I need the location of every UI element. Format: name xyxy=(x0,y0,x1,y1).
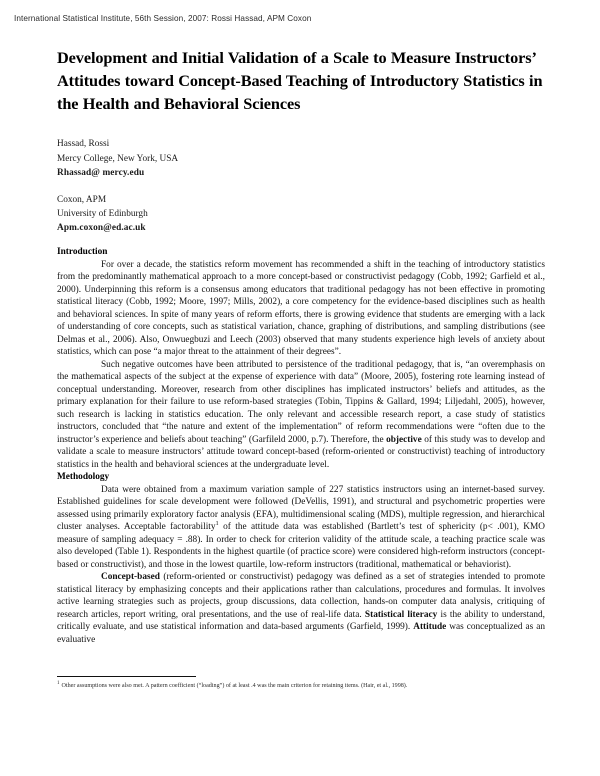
paragraph-text-run: (reform-oriented or constructivist) pedagogy was defined as a set of strategies intended to promote statistical literacy by emphasizing concepts and their applications rather than calculations, procedures and formulas. It involves active learning strategies such as projects, group discussions, data collection, hands-on computer data analysis, critiquing of research articles, report writing, oral presentations, and the use of real-life data. xyxy=(57,572,545,620)
author-email: Apm.coxon@ed.ac.uk xyxy=(57,223,146,234)
author-name: Coxon, APM xyxy=(57,194,107,205)
author-block-1 xyxy=(57,137,545,179)
emphasis-concept-based: Concept-based xyxy=(101,572,160,583)
methodology-paragraph-2 xyxy=(57,571,545,646)
page-title: Development and Initial Validation of a Scale to Measure Instructors’ Attitudes toward Concept-Based Teaching of Introductory Statistics in the Health and Behavioral Sciences xyxy=(57,48,543,114)
section-heading-introduction: Introduction xyxy=(57,247,108,258)
introduction-paragraph-1: For over a decade, the statistics reform movement has recommended a shift in the teaching of introductory statistics from the predominantly mathematical approach to a more concept-based or constructivist pedagogy (Cobb, 1992; Garfield et al., 2000). Underpinning this reform is a consensus among educators that traditional pedagogy has not been effective in promoting statistical literacy (Cobb, 1992; Moore, 1997; Mills, 2002), a core competency for the evidence-based disciplines such as health and behavioral sciences. In spite of many years of reform efforts, there is growing evidence that students are emerging with a lack of understanding of core concepts, such as statistical variation, chance, graphing of distributions, and sampling distributions (see Delmas et al., 2006). Also, Onwuegbuzi and Leech (2003) observed that many students experience high levels of anxiety about statistics, which can pose “a major threat to the attainment of their degrees”. xyxy=(57,259,545,358)
footnote-body: Other assumptions were also met. A pattern coefficient (“loading”) of at least .4 was the main criterion for retaining items. (Hair, et al., 1998). xyxy=(61,683,408,689)
introduction-paragraph-2 xyxy=(57,359,545,472)
paragraph-text-run: Such negative outcomes have been attributed to persistence of the traditional pedagogy, that is, “an overemphasis on the mathematical aspects of the subject at the expense of experience with data” (Moore, 2005), fostering rote learning instead of conceptual understanding. Moreover, research from other disciplines has implicated instructors’ beliefs and attitudes, as the primary explanation for their failure to use reform-based strategies (Tobin, Tippins & Gallard, 1994; Liljedahl, 2005), however, such research is lacking in statistics education. The only relevant and accessible research report, a case study of statistics instructors, concluded that “the nature and extent of the implementation” of reform recommendations were “often due to the instructor’s experience and beliefs about teaching” (Garfileld 2000, p.7). Therefore, the xyxy=(57,359,545,445)
paragraph-text-run: is the ability to understand, critically evaluate, and use statistical information and data-based arguments (Garfield, 1999). xyxy=(57,609,545,633)
emphasis-objective: objective xyxy=(386,434,422,445)
paragraph-text-run: of the attitude data was established (Bartlett’s test of sphericity (p< .001), KMO measure of sampling adequacy = .88). In order to check for criterion validity of the attitude scale, a teaching practice scale was also developed (Table 1). Respondents in the highest quartile (of practice score) were considered high-reform instructors (concept-based or constructivist), and those in the lowest quartile, low-reform instructors (traditional, mathematical or behaviorist). xyxy=(57,522,546,570)
author-block-2 xyxy=(57,193,545,235)
emphasis-attitude: Attitude xyxy=(413,622,447,633)
emphasis-statistical-literacy: Statistical literacy xyxy=(364,609,438,620)
section-heading-methodology: Methodology xyxy=(57,472,110,483)
author-affiliation: University of Edinburgh xyxy=(57,208,148,219)
author-email: Rhassad@ mercy.edu xyxy=(57,167,145,178)
author-affiliation: Mercy College, New York, USA xyxy=(57,153,179,164)
methodology-paragraph-1 xyxy=(57,484,545,572)
footnote-number: 1 xyxy=(57,680,60,686)
page-content xyxy=(57,46,545,646)
footnote-reference-mark[interactable]: 1 xyxy=(215,520,219,528)
paragraph-text-run: was conceptualized as an evaluative xyxy=(57,622,546,645)
paragraph-text-run: Data were obtained from a maximum variation sample of 227 statistics instructors using an internet-based survey. Established guidelines for scale development were followed (DeVellis, 1991), and structural and psychometric properties were assessed using primarily exploratory factor analysis (EFA), multidimensional scaling (MDS), multiple regression, and hierarchical cluster analyses. Acceptable factorability xyxy=(57,484,545,533)
footnote-separator-rule xyxy=(57,676,196,677)
paragraph-text-run: of this study was to develop and validate a scale to measure instructors’ attitude toward concept-based (reform-oriented or constructivist) teaching of introductory statistics in the health and behavioral sciences at the undergraduate level. xyxy=(57,434,545,470)
author-name: Hassad, Rossi xyxy=(57,139,110,150)
running-head: International Statistical Institute, 56th Session, 2007: Rossi Hassad, APM Coxon xyxy=(14,14,312,23)
footnote-entry xyxy=(57,682,545,691)
footnote-area xyxy=(57,676,545,691)
